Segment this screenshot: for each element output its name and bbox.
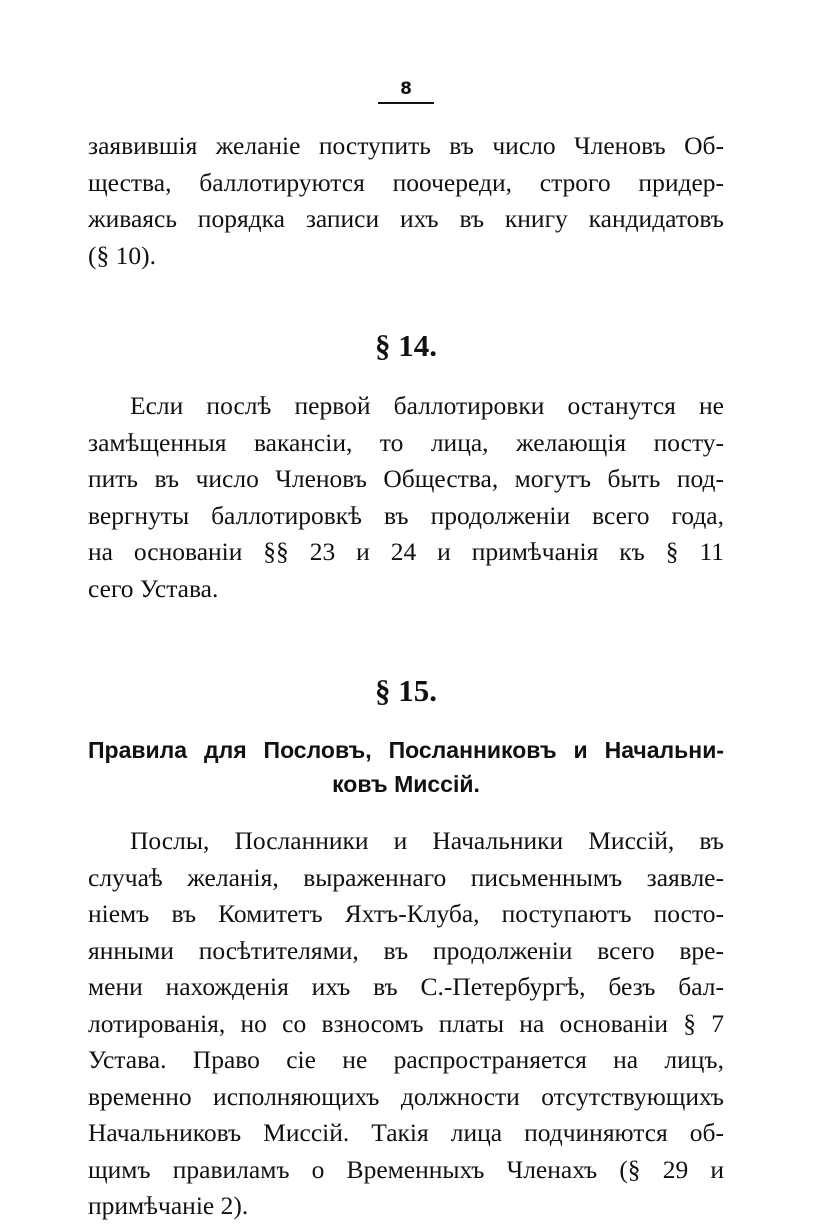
text-line: янными посѣтителями, въ продолженіи всего вре- (88, 935, 724, 965)
text-line: живаясь порядка записи ихъ въ книгу кандидатовъ (88, 204, 724, 233)
intro-paragraph (88, 128, 724, 274)
title-line: Правила для Пословъ, Посланниковъ и Начальни- (88, 737, 724, 763)
page-number-rule (378, 102, 434, 104)
text-line: Начальниковъ Миссій. Такія лица подчиняются об- (88, 1118, 724, 1147)
text-line: на основаніи §§ 23 и 24 и примѣчанія къ § 11 (88, 537, 724, 566)
page-number: 8 (400, 79, 412, 99)
text-line: Если послѣ первой баллотировки останутся не (130, 391, 724, 420)
text-line: (§ 10). (88, 240, 156, 270)
text-line: щества, баллотируются поочереди, строго придер- (88, 167, 724, 197)
text-line: Устава. Право сіе не распространяется на лицъ, (88, 1045, 724, 1074)
section-15-paragraph (88, 823, 724, 1225)
text-line: временно исполняющихъ должности отсутствующихъ (88, 1081, 724, 1111)
section-15-heading: § 15. (375, 673, 437, 708)
text-line: пить въ число Членовъ Общества, могутъ быть под- (88, 464, 724, 493)
text-line: примѣчаніе 2). (88, 1191, 249, 1220)
text-line: Послы, Посланники и Начальники Миссій, въ (130, 826, 724, 855)
title-line: ковъ Миссій. (332, 771, 480, 797)
text-line: заявившія желаніе поступить въ число Членовъ Об- (88, 131, 724, 160)
text-line: ніемъ въ Комитетъ Яхтъ-Клуба, поступаютъ посто- (88, 899, 724, 928)
text-line: случаѣ желанія, выраженнаго письменнымъ заявле- (88, 862, 724, 892)
section-14-paragraph (88, 388, 724, 607)
section-15-title (88, 733, 724, 801)
section-14-heading: § 14. (375, 328, 437, 363)
text-line: лотированія, но со взносомъ платы на основаніи § 7 (88, 1008, 724, 1038)
text-line: щимъ правиламъ о Временныхъ Членахъ (§ 29 и (88, 1154, 724, 1184)
text-line: мени нахожденія ихъ въ С.-Петербургѣ, безъ бал- (88, 972, 724, 1001)
text-line: сего Устава. (88, 573, 219, 603)
document-page (88, 78, 724, 1225)
text-line: вергнуты баллотировкѣ въ продолженіи всего года, (88, 500, 724, 530)
text-line: замѣщенныя вакансіи, то лица, желающія посту- (88, 427, 724, 457)
